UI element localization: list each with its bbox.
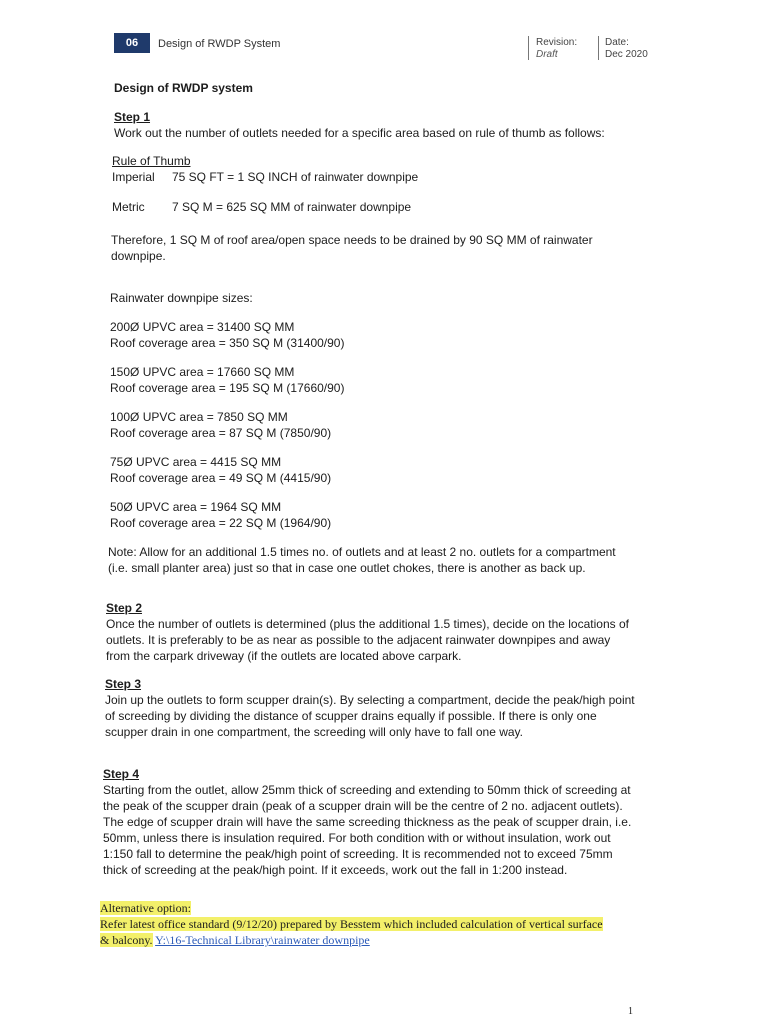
metric-row [112,199,652,215]
pipe-area: 100Ø UPVC area = 7850 SQ MM [110,410,288,424]
date-value: Dec 2020 [605,49,648,60]
list-item [110,499,510,544]
pipe-area: 150Ø UPVC area = 17660 SQ MM [110,365,295,379]
pipe-area: 200Ø UPVC area = 31400 SQ MM [110,320,295,334]
step4-heading: Step 4 [103,767,140,781]
step3-heading: Step 3 [105,677,142,691]
pipe-area: 50Ø UPVC area = 1964 SQ MM [110,500,282,514]
roof-coverage: Roof coverage area = 87 SQ M (7850/90) [110,426,332,440]
roof-coverage: Roof coverage area = 22 SQ M (1964/90) [110,516,332,530]
rule-heading: Rule of Thumb [112,154,191,168]
document-title: Design of RWDP system [114,81,253,95]
step1-section [114,109,654,141]
imperial-label: Imperial [112,170,155,184]
section-number-badge: 06 [114,33,150,53]
list-item [110,319,510,364]
imperial-row [112,169,652,185]
pipe-area: 75Ø UPVC area = 4415 SQ MM [110,455,282,469]
step1-heading: Step 1 [114,110,151,124]
step4-section [103,766,638,878]
list-item [110,409,510,454]
revision-value: Draft [536,49,558,60]
step2-text: Once the number of outlets is determined (plus the additional 1.5 times), decide on the locations of outlets. It is preferably to be as near as possible to the adjacent rainwater downpipes and away from the carpark driveway (if the outlets are located above carpark. [106,617,629,663]
alternative-option [100,900,610,948]
roof-coverage: Roof coverage area = 49 SQ M (4415/90) [110,471,332,485]
metric-text: 7 SQ M = 625 SQ MM of rainwater downpipe [172,200,412,214]
date-label: Date: [605,37,629,48]
imperial-text: 75 SQ FT = 1 SQ INCH of rainwater downpipe [172,170,419,184]
alternative-heading: Alternative option: [100,901,191,915]
note-text: Note: Allow for an additional 1.5 times no. of outlets and at least 2 no. outlets for a compartment (i.e. small planter area) just so that in case one outlet chokes, there is another as back up. [108,545,616,575]
page-number: 1 [628,1006,633,1017]
downpipe-sizes-list [110,319,510,544]
rule-of-thumb [112,153,652,215]
step3-section [105,676,635,740]
step4-text: Starting from the outlet, allow 25mm thick of screeding and extending to 50mm thick of screeding at the peak of the scupper drain (peak of a scupper drain will be the centre of 2 no. adjacent outlets). The edge of scupper drain will have the same screeding thickness as the peak of scupper drain, i.e. 50mm, unless there is insulation required. For both condition with or without insulation, work out 1:150 fall to determine the peak/high point of screeding. It is recommended not to exceed 75mm thick of screeding at the peak/high point. If it exceeds, work out the fall in 1:200 instead. [103,783,632,877]
roof-coverage: Roof coverage area = 195 SQ M (17660/90) [110,381,345,395]
step3-text: Join up the outlets to form scupper drain(s). By selecting a compartment, decide the peak/high point of screeding by dividing the distance of scupper drains equally if possible. If there is only one scupper drain in one compartment, the screeding will only have to fall one way. [105,693,635,739]
step2-section [106,600,636,664]
header-divider [528,36,529,60]
alternative-text: Refer latest office standard (9/12/20) prepared by Besstem which included calculation of vertical surface & balcony. [100,917,603,947]
revision-block [536,37,577,61]
step2-heading: Step 2 [106,601,143,615]
date-block [605,37,648,61]
list-item [110,454,510,499]
list-item [110,364,510,409]
sizes-heading: Rainwater downpipe sizes: [110,291,253,305]
header-title: Design of RWDP System [158,38,281,50]
therefore-text: Therefore, 1 SQ M of roof area/open space needs to be drained by 90 SQ MM of rainwater downpipe. [111,233,593,263]
library-path-link[interactable]: Y:\16-Technical Library\rainwater downpipe [155,933,370,947]
metric-label: Metric [112,200,145,214]
step1-intro: Work out the number of outlets needed for a specific area based on rule of thumb as follows: [114,126,605,140]
header-divider [598,36,599,60]
revision-label: Revision: [536,37,578,48]
roof-coverage: Roof coverage area = 350 SQ M (31400/90) [110,336,345,350]
